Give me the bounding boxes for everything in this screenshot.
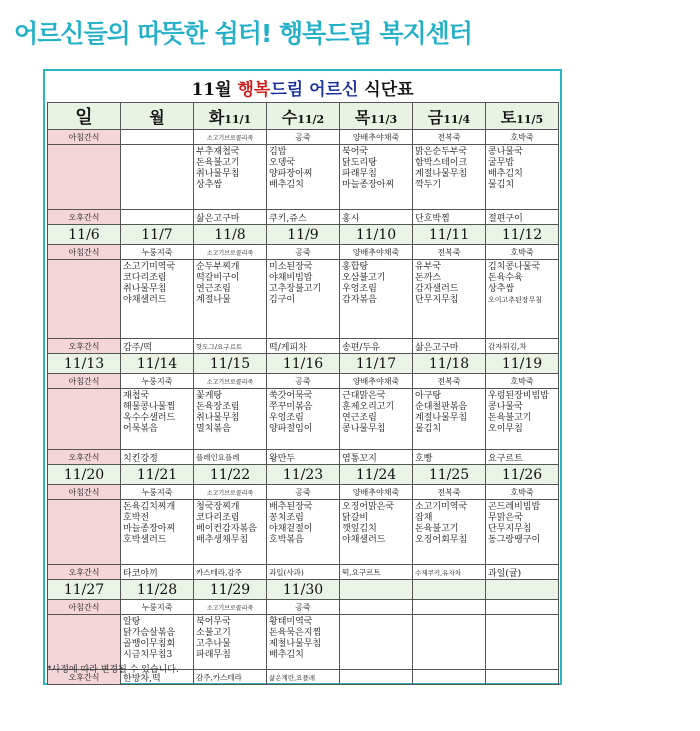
date-row <box>48 354 559 374</box>
menu-item: 훈제오리고기 <box>342 402 395 412</box>
main-menu-thu <box>340 500 413 565</box>
menu-item: 돈육묵은지찜 <box>269 628 322 638</box>
afternoon-snack-fri: 호빵 <box>413 450 486 465</box>
main-menu-tue <box>194 145 267 210</box>
menu-item: 알탕 <box>123 617 141 627</box>
afternoon-snack-mon: 치킨강정 <box>121 450 194 465</box>
main-menu-thu <box>340 389 413 450</box>
menu-item: 근대맑은국 <box>342 391 386 401</box>
menu-item: 배추된장국 <box>269 502 313 512</box>
morning-snack-tue: 소고기브로콜리죽 <box>194 130 267 145</box>
date-cell-sat: 11/19 <box>486 354 559 374</box>
date-cell-tue: 11/8 <box>194 225 267 245</box>
morning-snack-sat: 호박죽 <box>486 374 559 389</box>
menu-item: 쑥갓어묵국 <box>269 391 313 401</box>
morning-snack-fri: 전복죽 <box>413 485 486 500</box>
header-fri: 금11/4 <box>413 103 486 130</box>
afternoon-snack-wed: 쿠키,쥬스 <box>267 210 340 225</box>
morning-snack-sat: 호박죽 <box>486 130 559 145</box>
row-label-afternoon: 오후간식 <box>48 210 121 225</box>
menu-item: 어묵볶음 <box>123 424 158 434</box>
menu-item: 야채겉절이 <box>269 524 313 534</box>
date-cell-tue: 11/29 <box>194 580 267 600</box>
menu-item: 함박스테이크 <box>415 158 468 168</box>
menu-item: 물김치 <box>488 180 515 190</box>
menu-item: 미소된장국 <box>269 262 313 272</box>
row-label-blank <box>48 260 121 339</box>
menu-item: 코다리조림 <box>123 273 167 283</box>
afternoon-snack-thu: 염통꼬지 <box>340 450 413 465</box>
menu-item: 오징어맑은국 <box>342 502 395 512</box>
menu-item: 물김치 <box>415 424 442 434</box>
morning-snack-sat: 호박죽 <box>486 485 559 500</box>
menu-item: 우렁된장비빔밥 <box>488 391 549 401</box>
morning-snack-mon: 누룽지죽 <box>121 485 194 500</box>
menu-item: 황태미역국 <box>269 617 313 627</box>
menu-item: 동그랑땡구이 <box>488 535 541 545</box>
menu-item: 북어국 <box>342 147 369 157</box>
menu-item: 골뱅이무침회 <box>123 639 176 649</box>
menu-item: 오이무침 <box>488 424 523 434</box>
afternoon-snack-thu: 떡,요구르트 <box>340 565 413 580</box>
afternoon-snack-tue: 카스테라,감주 <box>194 565 267 580</box>
header-wed: 수11/2 <box>267 103 340 130</box>
menu-item: 옥수수샐러드 <box>123 413 176 423</box>
afternoon-snack-tue: 핫도그/요구르트 <box>194 339 267 354</box>
menu-item: 청국장찌개 <box>196 502 240 512</box>
morning-snack-thu <box>340 600 413 615</box>
menu-item: 소고기미역국 <box>123 262 176 272</box>
menu-item: 취나물무침 <box>196 413 240 423</box>
menu-item: 호박샐러드 <box>123 535 167 545</box>
row-label-morning: 아침간식 <box>48 130 121 145</box>
menu-item: 야채샐러드 <box>342 535 386 545</box>
menu-item: 아구탕 <box>415 391 442 401</box>
afternoon-snack-sat: 절편구이 <box>486 210 559 225</box>
menu-item: 맑은순두부국 <box>415 147 468 157</box>
menu-item: 돈육수육 <box>488 273 523 283</box>
menu-item: 멸치볶음 <box>196 424 231 434</box>
morning-snack-fri <box>413 600 486 615</box>
date-cell-mon: 11/14 <box>121 354 194 374</box>
menu-item: 연근조림 <box>196 284 231 294</box>
menu-item: 베이컨감자볶음 <box>196 524 257 534</box>
afternoon-snack-sat: 감자튀김,차 <box>486 339 559 354</box>
morning-snack-fri: 전복죽 <box>413 130 486 145</box>
main-menu-mon <box>121 145 194 210</box>
morning-snack-thu: 양배추야채죽 <box>340 485 413 500</box>
menu-item: 꽃게탕 <box>196 391 223 401</box>
menu-item: 김밥 <box>269 147 287 157</box>
menu-item: 닭가슴살볶음 <box>123 628 176 638</box>
main-menu-wed <box>267 145 340 210</box>
date-cell-sat <box>486 580 559 600</box>
date-cell-mon: 11/21 <box>121 465 194 485</box>
main-menu-wed <box>267 260 340 339</box>
date-cell-wed: 11/9 <box>267 225 340 245</box>
afternoon-snack-mon: 타코야끼 <box>121 565 194 580</box>
menu-item: 고추나물 <box>196 639 231 649</box>
menu-item: 오삼불고기 <box>342 273 386 283</box>
morning-snack-row <box>48 245 559 260</box>
date-cell-fri: 11/25 <box>413 465 486 485</box>
menu-item: 깻잎김치 <box>342 524 377 534</box>
menu-item: 꽁치조림 <box>269 513 304 523</box>
main-menu-row <box>48 260 559 339</box>
morning-snack-wed: 공죽 <box>267 600 340 615</box>
main-menu-mon <box>121 389 194 450</box>
date-cell-tue: 11/15 <box>194 354 267 374</box>
row-label-blank <box>48 500 121 565</box>
footnote: *사정에 따라 변경될 수 있습니다. <box>47 665 179 675</box>
morning-snack-tue: 소고기브로콜리죽 <box>194 374 267 389</box>
afternoon-snack-row <box>48 339 559 354</box>
date-cell-thu: 11/17 <box>340 354 413 374</box>
afternoon-snack-thu: 송편/두유 <box>340 339 413 354</box>
menu-item: 양파장아찌 <box>269 169 313 179</box>
menu-item: 돈육불고기 <box>196 158 240 168</box>
menu-item: 취나물무침 <box>123 284 167 294</box>
menu-item: 돈육불고기 <box>415 524 459 534</box>
main-menu-row <box>48 389 559 450</box>
menu-item: 마늘종장아찌 <box>123 524 176 534</box>
afternoon-snack-mon: 한방차,떡 <box>121 670 194 685</box>
menu-title: 11월 행복드림 어르신 식단표 <box>191 80 414 100</box>
afternoon-snack-thu <box>340 670 413 685</box>
date-cell-wed: 11/30 <box>267 580 340 600</box>
menu-item: 마늘종장아찌 <box>342 180 395 190</box>
row-label-afternoon: 오후간식 <box>48 565 121 580</box>
morning-snack-sat <box>486 600 559 615</box>
menu-item: 닭갈비 <box>342 513 369 523</box>
menu-item: 소불고기 <box>196 628 231 638</box>
main-menu-sat <box>486 145 559 210</box>
row-label-afternoon: 오후간식 <box>48 670 121 685</box>
date-cell-sun: 11/6 <box>48 225 121 245</box>
menu-item: 돈육불고기 <box>488 413 532 423</box>
main-menu-fri <box>413 500 486 565</box>
afternoon-snack-sat: 요구르트 <box>486 450 559 465</box>
main-menu-wed <box>267 500 340 565</box>
row-label-morning: 아침간식 <box>48 374 121 389</box>
main-menu-row <box>48 500 559 565</box>
menu-item: 야채샐러드 <box>123 295 167 305</box>
header-mon: 월 <box>121 103 194 130</box>
afternoon-snack-mon: 감주/떡 <box>121 339 194 354</box>
afternoon-snack-wed: 왕만두 <box>267 450 340 465</box>
morning-snack-row <box>48 600 559 615</box>
main-menu-sat <box>486 389 559 450</box>
row-label-blank <box>48 389 121 450</box>
date-cell-thu <box>340 580 413 600</box>
afternoon-snack-fri: 삶은고구마 <box>413 339 486 354</box>
afternoon-snack-row <box>48 450 559 465</box>
menu-item: 감자볶음 <box>342 295 377 305</box>
date-cell-mon: 11/28 <box>121 580 194 600</box>
menu-item: 배추김치 <box>488 169 523 179</box>
menu-frame <box>43 69 562 685</box>
afternoon-snack-wed: 삶은계란,요플레 <box>267 670 340 685</box>
header-sun: 일 <box>48 103 121 130</box>
afternoon-snack-fri <box>413 670 486 685</box>
morning-snack-wed: 공죽 <box>267 245 340 260</box>
main-menu-tue <box>194 500 267 565</box>
main-menu-mon <box>121 260 194 339</box>
morning-snack-row <box>48 130 559 145</box>
menu-item: 김구이 <box>269 295 296 305</box>
date-cell-sun: 11/20 <box>48 465 121 485</box>
morning-snack-mon: 누룽지죽 <box>121 374 194 389</box>
main-menu-fri <box>413 145 486 210</box>
main-menu-fri <box>413 389 486 450</box>
menu-item: 단무지무침 <box>488 524 532 534</box>
morning-snack-fri: 전복죽 <box>413 374 486 389</box>
menu-item: 순대철판볶음 <box>415 402 468 412</box>
menu-item: 깍두기 <box>415 180 442 190</box>
afternoon-snack-tue: 플레인요플레 <box>194 450 267 465</box>
menu-item: 양파절임이 <box>269 424 313 434</box>
menu-item: 연근조림 <box>342 413 377 423</box>
header-tue: 화11/1 <box>194 103 267 130</box>
morning-snack-wed: 공죽 <box>267 374 340 389</box>
menu-item: 돈까스 <box>415 273 442 283</box>
menu-item: 굴무밥 <box>488 158 515 168</box>
menu-item: 상추쌈 <box>196 180 223 190</box>
menu-item: 잡채 <box>415 513 433 523</box>
menu-item: 김치콩나물국 <box>488 262 541 272</box>
afternoon-snack-fri: 수제쿠키,유자차 <box>413 565 486 580</box>
date-cell-sat: 11/12 <box>486 225 559 245</box>
day-header-row <box>48 103 559 130</box>
main-menu-tue <box>194 389 267 450</box>
menu-item: 부추재첩국 <box>196 147 240 157</box>
main-menu-row <box>48 145 559 210</box>
menu-item: 단무지무침 <box>415 295 459 305</box>
date-cell-fri: 11/18 <box>413 354 486 374</box>
main-menu-sat <box>486 260 559 339</box>
menu-item: 고추장불고기 <box>269 284 322 294</box>
menu-item: 호박전 <box>123 513 150 523</box>
menu-item: 홍합탕 <box>342 262 369 272</box>
date-cell-sat: 11/26 <box>486 465 559 485</box>
afternoon-snack-tue: 삶은고구마 <box>194 210 267 225</box>
morning-snack-tue: 소고기브로콜리죽 <box>194 600 267 615</box>
main-menu-thu <box>340 260 413 339</box>
menu-item: 우엉조림 <box>342 284 377 294</box>
main-menu-thu <box>340 615 413 670</box>
menu-item: 닭도리탕 <box>342 158 377 168</box>
row-label-afternoon: 오후간식 <box>48 339 121 354</box>
morning-snack-wed: 공죽 <box>267 485 340 500</box>
morning-snack-thu: 양배추야채죽 <box>340 374 413 389</box>
menu-item: 계절나물무침 <box>415 413 468 423</box>
main-menu-fri <box>413 260 486 339</box>
menu-item: 파래무침 <box>196 650 231 660</box>
morning-snack-fri: 전복죽 <box>413 245 486 260</box>
menu-item: 떡갈비구이 <box>196 273 240 283</box>
menu-item: 북어무국 <box>196 617 231 627</box>
date-cell-thu: 11/10 <box>340 225 413 245</box>
menu-item: 유부국 <box>415 262 442 272</box>
menu-item: 우엉조림 <box>269 413 304 423</box>
date-cell-fri <box>413 580 486 600</box>
menu-item: 계절나물무침 <box>415 169 468 179</box>
afternoon-snack-thu: 홍시 <box>340 210 413 225</box>
menu-item: 감자샐러드 <box>415 284 459 294</box>
row-label-blank <box>48 145 121 210</box>
menu-item: 오이고추된장무침 <box>488 296 543 304</box>
date-row <box>48 580 559 600</box>
main-menu-tue <box>194 260 267 339</box>
date-row <box>48 465 559 485</box>
menu-item: 소고기미역국 <box>415 502 468 512</box>
morning-snack-mon: 누룽지죽 <box>121 600 194 615</box>
menu-item: 배추김치 <box>269 650 304 660</box>
date-cell-sun: 11/27 <box>48 580 121 600</box>
menu-item: 호박볶음 <box>269 535 304 545</box>
page-title: 어르신들의 따뜻한 쉼터! 행복드림 복지센터 <box>14 19 472 48</box>
afternoon-snack-sat: 과일(귤) <box>486 565 559 580</box>
date-cell-tue: 11/22 <box>194 465 267 485</box>
menu-item: 콩나물무침 <box>342 424 386 434</box>
afternoon-snack-mon <box>121 210 194 225</box>
main-menu-tue <box>194 615 267 670</box>
menu-item: 돈육김치찌개 <box>123 502 176 512</box>
menu-item: 취나물무침 <box>196 169 240 179</box>
menu-item: 파래무침 <box>342 169 377 179</box>
date-cell-mon: 11/7 <box>121 225 194 245</box>
menu-item: 코다리조림 <box>196 513 240 523</box>
row-label-morning: 아침간식 <box>48 485 121 500</box>
menu-item: 오뎅국 <box>269 158 296 168</box>
menu-item: 계절나물 <box>196 295 231 305</box>
main-menu-wed <box>267 615 340 670</box>
date-cell-wed: 11/23 <box>267 465 340 485</box>
main-menu-sat <box>486 615 559 670</box>
menu-item: 돈육장조림 <box>196 402 240 412</box>
morning-snack-thu: 양배추야채죽 <box>340 245 413 260</box>
menu-item: 콩나물국 <box>488 147 523 157</box>
menu-item: 상추쌈 <box>488 284 515 294</box>
main-menu-sat <box>486 500 559 565</box>
afternoon-snack-tue: 감주,카스테라 <box>194 670 267 685</box>
menu-item: 배추김치 <box>269 180 304 190</box>
menu-item: 쭈꾸미볶음 <box>269 402 313 412</box>
menu-item: 해물콩나물찜 <box>123 402 176 412</box>
main-menu-mon <box>121 500 194 565</box>
header-sat: 토11/5 <box>486 103 559 130</box>
afternoon-snack-fri: 단호박찜 <box>413 210 486 225</box>
menu-item: 재첩국 <box>123 391 150 401</box>
date-cell-wed: 11/16 <box>267 354 340 374</box>
header-thu: 목11/3 <box>340 103 413 130</box>
date-cell-fri: 11/11 <box>413 225 486 245</box>
menu-item: 순두부찌개 <box>196 262 240 272</box>
menu-item: 시금치무침3 <box>123 650 173 660</box>
morning-snack-mon: 누룽지죽 <box>121 245 194 260</box>
menu-item: 야채비빔밥 <box>269 273 313 283</box>
afternoon-snack-wed: 과일(사과) <box>267 565 340 580</box>
morning-snack-row <box>48 485 559 500</box>
morning-snack-mon <box>121 130 194 145</box>
afternoon-snack-sat <box>486 670 559 685</box>
row-label-afternoon: 오후간식 <box>48 450 121 465</box>
morning-snack-wed: 공죽 <box>267 130 340 145</box>
main-menu-wed <box>267 389 340 450</box>
morning-snack-thu: 양배추야채죽 <box>340 130 413 145</box>
main-menu-thu <box>340 145 413 210</box>
afternoon-snack-wed: 떡/게피차 <box>267 339 340 354</box>
date-row <box>48 225 559 245</box>
menu-item: 콩나물국 <box>488 402 523 412</box>
row-label-morning: 아침간식 <box>48 600 121 615</box>
menu-item: 무맑은국 <box>488 513 523 523</box>
menu-table <box>47 102 559 685</box>
morning-snack-tue: 소고기브로콜리죽 <box>194 485 267 500</box>
menu-item: 배추생채무침 <box>196 535 249 545</box>
menu-item: 제철나물무침 <box>269 639 322 649</box>
main-menu-fri <box>413 615 486 670</box>
row-label-morning: 아침간식 <box>48 245 121 260</box>
morning-snack-sat: 호박죽 <box>486 245 559 260</box>
date-cell-thu: 11/24 <box>340 465 413 485</box>
morning-snack-row <box>48 374 559 389</box>
date-cell-sun: 11/13 <box>48 354 121 374</box>
menu-item: 곤드레비빔밥 <box>488 502 541 512</box>
menu-item: 오징어회무침 <box>415 535 468 545</box>
afternoon-snack-row <box>48 210 559 225</box>
afternoon-snack-row <box>48 565 559 580</box>
morning-snack-tue: 소고기브로콜리죽 <box>194 245 267 260</box>
